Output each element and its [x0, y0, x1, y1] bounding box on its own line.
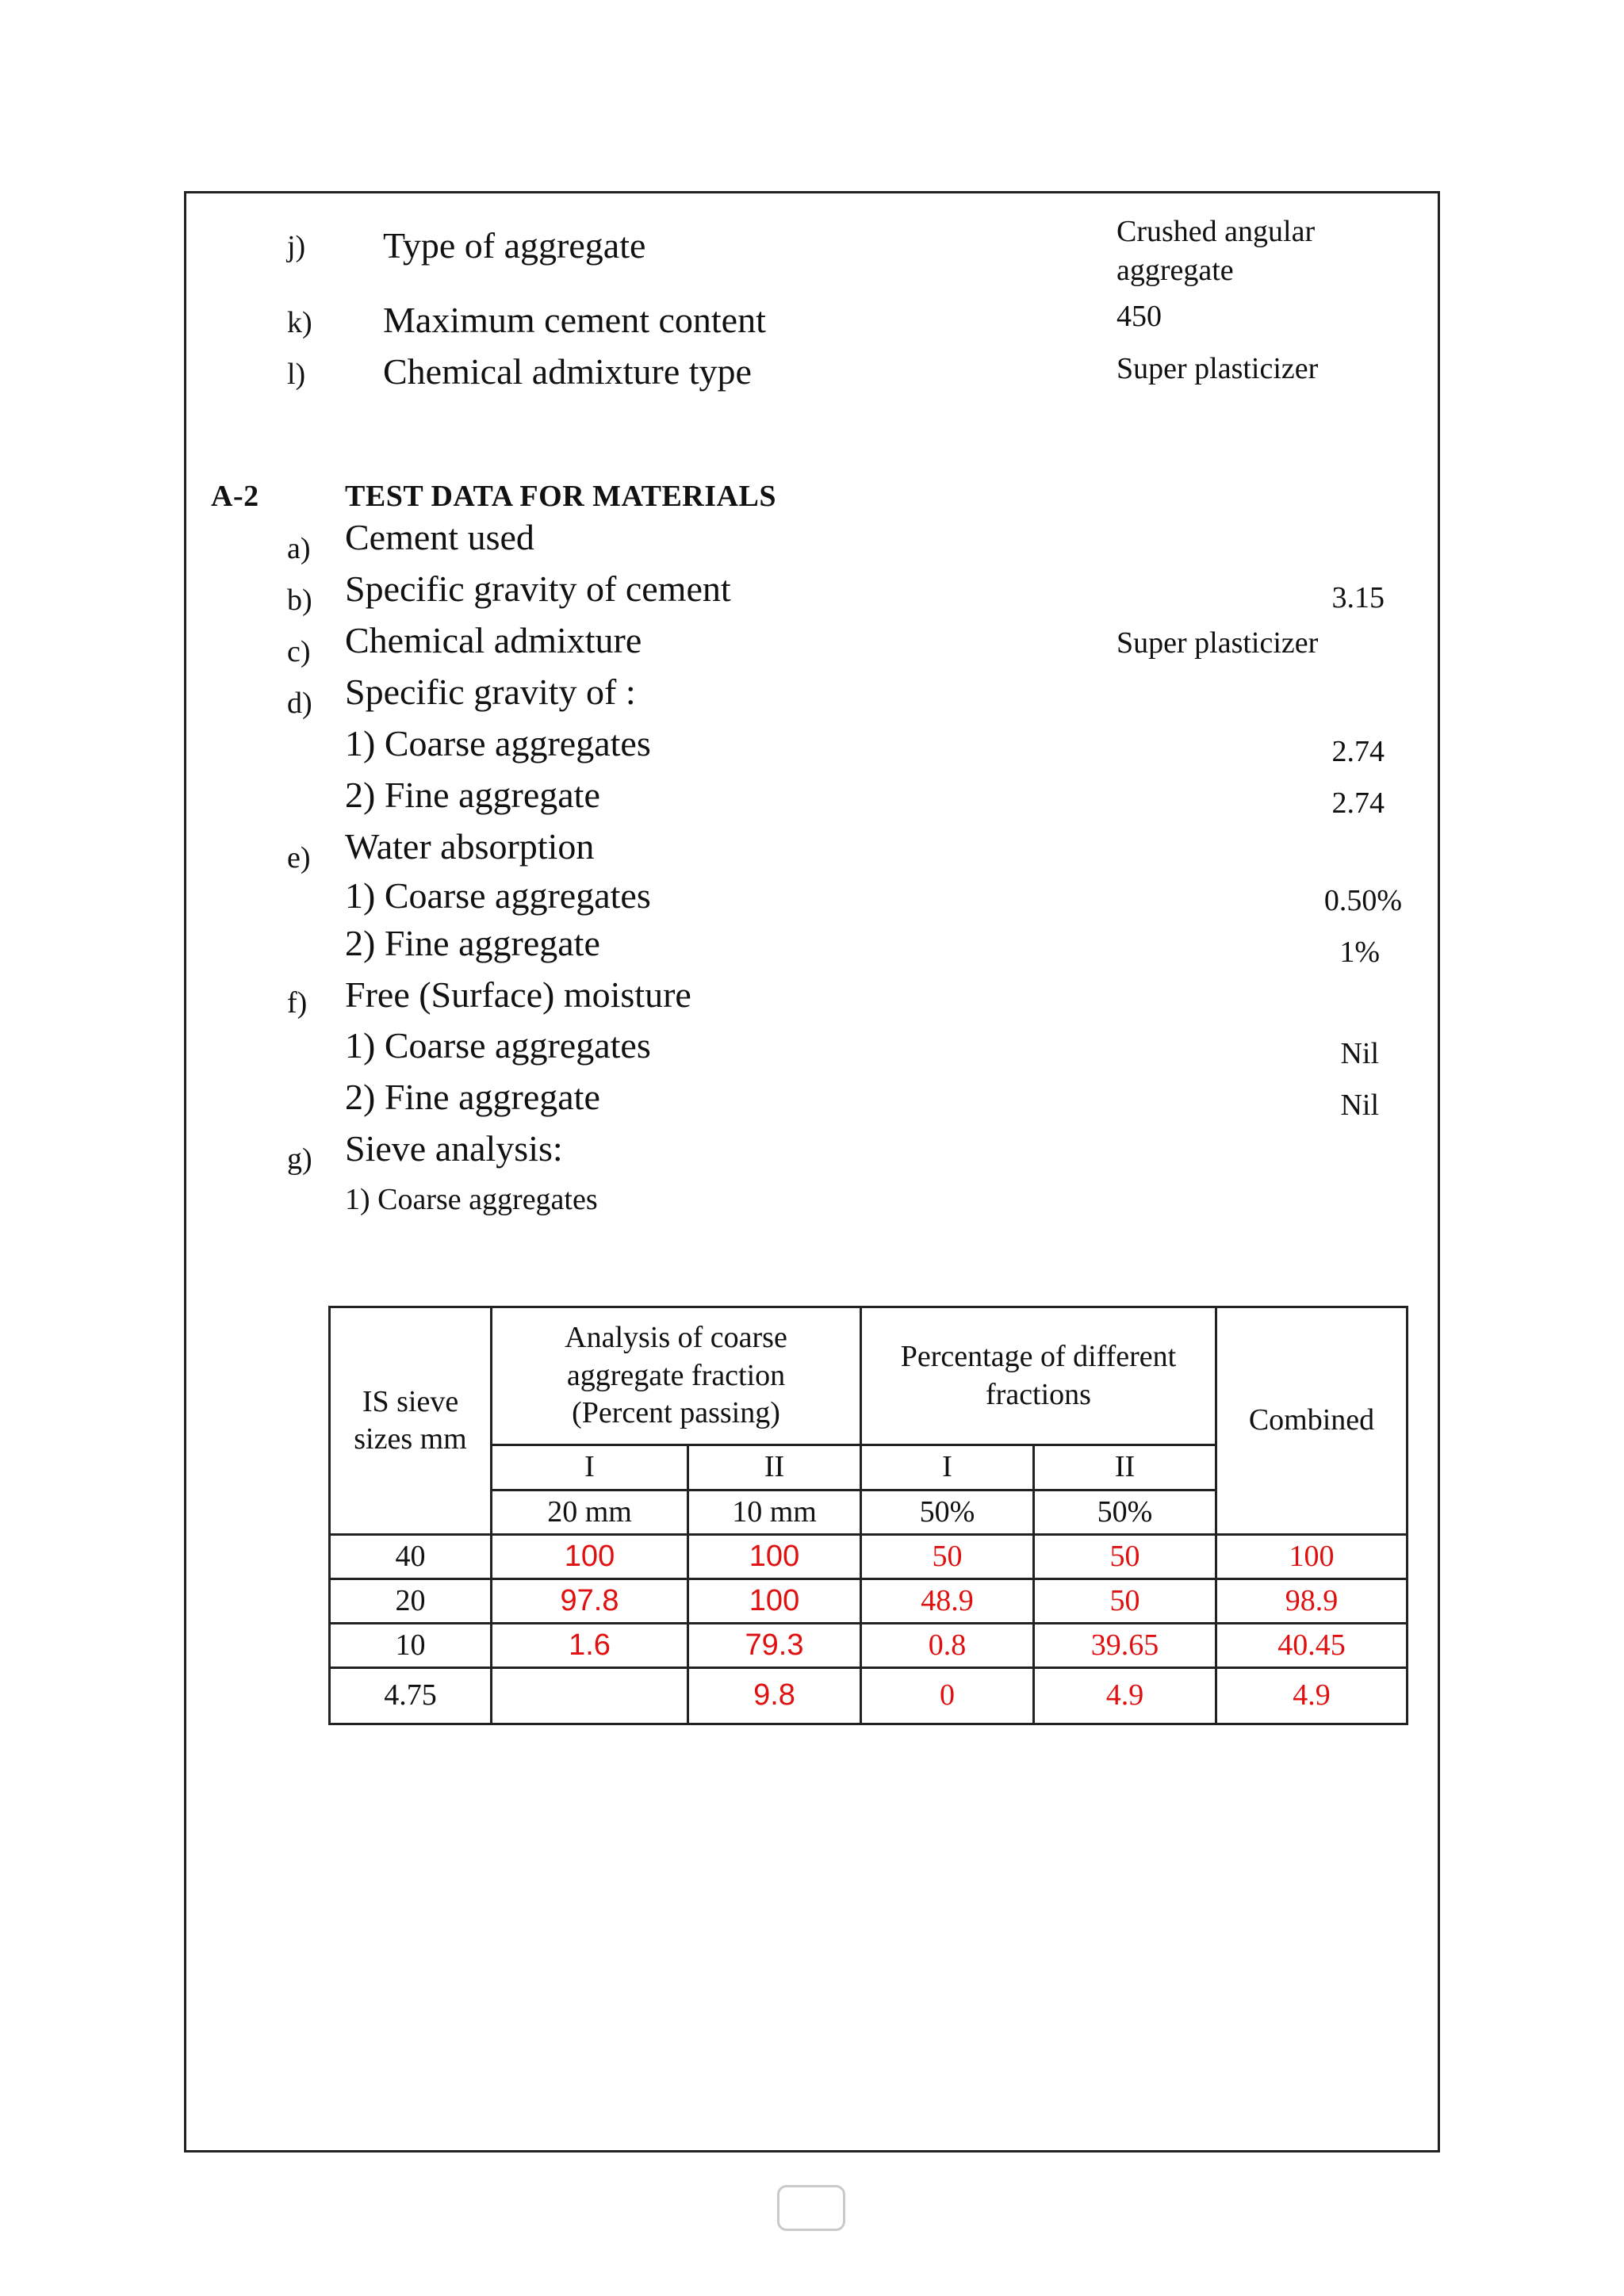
item-k-value: 450	[1116, 300, 1162, 333]
item-d-sub2-label: 2) Fine aggregate	[345, 775, 600, 815]
item-f-label: Free (Surface) moisture	[345, 974, 691, 1015]
cell-sieve-size: 4.75	[330, 1668, 492, 1724]
header-analysis: Analysis of coarse aggregate fraction (Percent passing)	[492, 1307, 861, 1445]
item-c-label: Chemical admixture	[345, 620, 642, 660]
cell-sieve-size: 40	[330, 1535, 492, 1579]
cell-percentage-i: 50	[861, 1535, 1034, 1579]
cell-percentage-i: 0	[861, 1668, 1034, 1724]
item-g-label: Sieve analysis:	[345, 1128, 563, 1169]
item-l-letter: l)	[287, 358, 306, 391]
item-b-value: 3.15	[1331, 581, 1385, 614]
cell-percentage-ii: 4.9	[1034, 1668, 1216, 1724]
item-d-sub1-label: 1) Coarse aggregates	[345, 723, 651, 763]
item-e-label: Water absorption	[345, 826, 595, 867]
item-f-sub2-label: 2) Fine aggregate	[345, 1077, 600, 1117]
cell-combined: 40.45	[1216, 1624, 1408, 1668]
item-f-sub1-value: Nil	[1340, 1037, 1379, 1070]
item-e-letter: e)	[287, 841, 311, 874]
item-j-label: Type of aggregate	[383, 225, 646, 266]
item-c-value: Super plasticizer	[1116, 626, 1319, 660]
cell-percentage-i: 48.9	[861, 1579, 1034, 1624]
item-b-label: Specific gravity of cement	[345, 568, 731, 609]
subheader-percentage-ii: II	[1034, 1445, 1216, 1490]
item-e-sub1-label: 1) Coarse aggregates	[345, 875, 651, 916]
cell-sieve-size: 10	[330, 1624, 492, 1668]
item-f-sub2-value: Nil	[1340, 1089, 1379, 1122]
item-d-letter: d)	[287, 687, 312, 720]
cell-analysis-ii: 79.3	[688, 1624, 861, 1668]
item-e-sub2-value: 1%	[1339, 936, 1380, 969]
cell-combined: 98.9	[1216, 1579, 1408, 1624]
sieve-analysis-table	[328, 1306, 1408, 1725]
item-k-label: Maximum cement content	[383, 300, 766, 340]
section-title: TEST DATA FOR MATERIALS	[345, 480, 776, 513]
page-number-box[interactable]	[777, 2185, 845, 2231]
item-j-letter: j)	[287, 230, 306, 263]
header-combined: Combined	[1216, 1307, 1408, 1535]
header-percentage: Percentage of different fractions	[861, 1307, 1216, 1445]
item-l-label: Chemical admixture type	[383, 351, 752, 392]
table-row	[330, 1535, 1408, 1579]
cell-combined: 100	[1216, 1535, 1408, 1579]
item-e-sub1-value: 0.50%	[1323, 884, 1402, 917]
cell-analysis-i	[492, 1668, 688, 1724]
cell-percentage-ii: 39.65	[1034, 1624, 1216, 1668]
subheader-size-i: 20 mm	[492, 1490, 688, 1535]
subheader-fraction-i: 50%	[861, 1490, 1034, 1535]
header-sieve-size: IS sieve sizes mm	[330, 1307, 492, 1535]
item-f-letter: f)	[287, 986, 308, 1020]
cell-analysis-i: 100	[492, 1535, 688, 1579]
item-j-value: Crushed angular aggregate	[1116, 215, 1316, 288]
subheader-analysis-ii: II	[688, 1445, 861, 1490]
subheader-analysis-i: I	[492, 1445, 688, 1490]
table-row	[330, 1624, 1408, 1668]
subheader-size-ii: 10 mm	[688, 1490, 861, 1535]
cell-sieve-size: 20	[330, 1579, 492, 1624]
item-b-letter: b)	[287, 584, 312, 617]
table-row	[330, 1668, 1408, 1724]
subheader-fraction-ii: 50%	[1034, 1490, 1216, 1535]
item-k-letter: k)	[287, 306, 312, 339]
cell-combined: 4.9	[1216, 1668, 1408, 1724]
item-e-sub2-label: 2) Fine aggregate	[345, 923, 600, 963]
table-row	[330, 1579, 1408, 1624]
item-g-letter: g)	[287, 1142, 312, 1176]
cell-percentage-ii: 50	[1034, 1535, 1216, 1579]
item-c-letter: c)	[287, 635, 311, 668]
cell-percentage-ii: 50	[1034, 1579, 1216, 1624]
item-d-label: Specific gravity of :	[345, 672, 636, 712]
cell-analysis-ii: 100	[688, 1579, 861, 1624]
item-g-sub-label: 1) Coarse aggregates	[345, 1183, 598, 1216]
item-d-sub2-value: 2.74	[1331, 786, 1385, 820]
cell-analysis-ii: 100	[688, 1535, 861, 1579]
item-l-value: Super plasticizer	[1116, 352, 1319, 385]
item-d-sub1-value: 2.74	[1331, 735, 1385, 768]
cell-analysis-i: 97.8	[492, 1579, 688, 1624]
item-a-letter: a)	[287, 532, 311, 565]
section-code: A-2	[211, 480, 259, 513]
item-a-label: Cement used	[345, 517, 534, 557]
cell-percentage-i: 0.8	[861, 1624, 1034, 1668]
subheader-percentage-i: I	[861, 1445, 1034, 1490]
cell-analysis-ii: 9.8	[688, 1668, 861, 1724]
item-f-sub1-label: 1) Coarse aggregates	[345, 1025, 651, 1066]
cell-analysis-i: 1.6	[492, 1624, 688, 1668]
